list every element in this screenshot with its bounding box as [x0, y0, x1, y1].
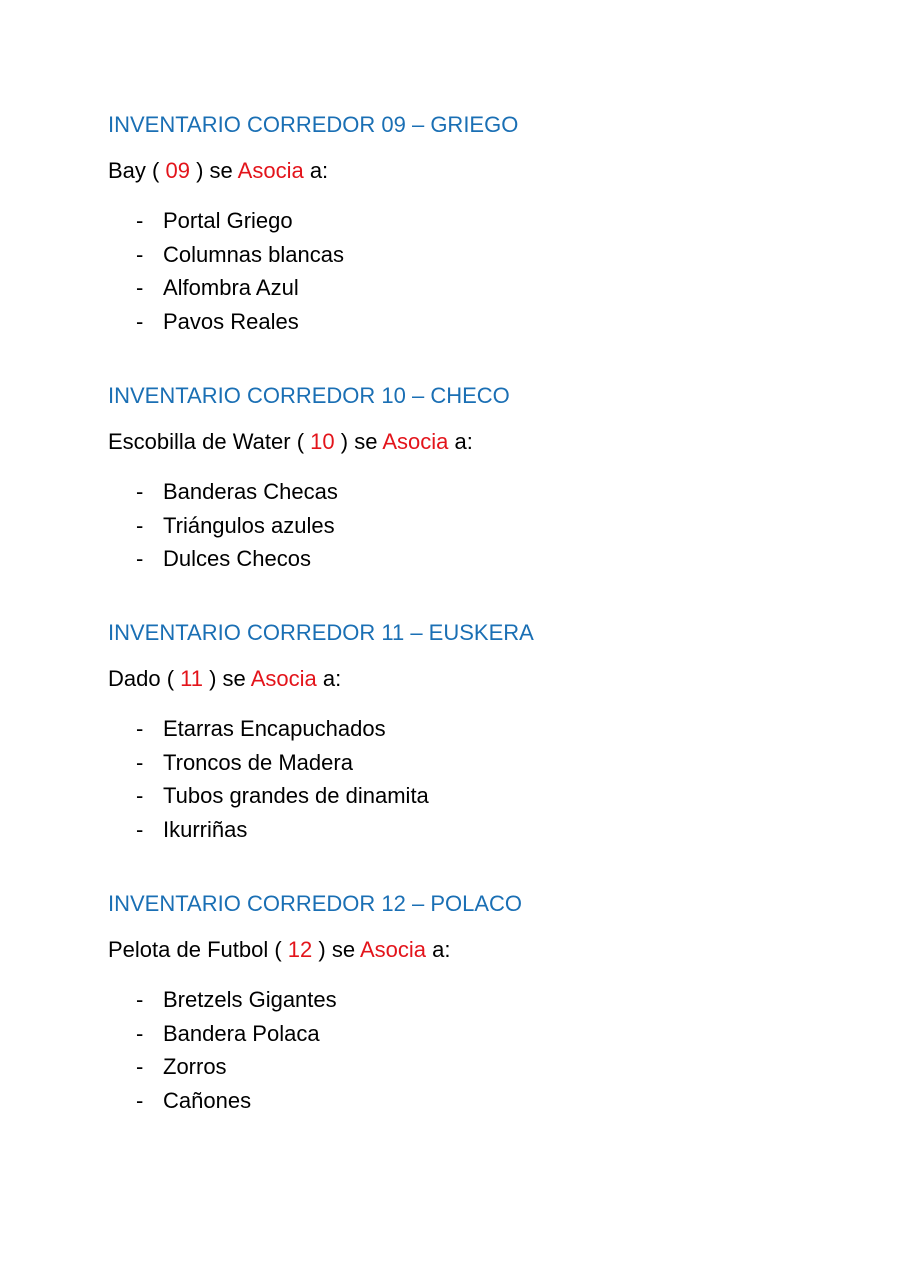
section-heading: INVENTARIO CORREDOR 12 – POLACO: [108, 891, 523, 916]
dash-bullet: -: [136, 749, 144, 775]
dash-bullet: -: [136, 479, 144, 504]
dash-bullet: -: [136, 783, 144, 808]
dash-bullet: -: [136, 208, 144, 233]
list-item-label: Tubos grandes de dinamita: [163, 783, 429, 808]
dash-bullet: -: [136, 1020, 144, 1046]
dash-bullet: -: [136, 308, 144, 334]
list-item: [108, 813, 808, 847]
associate-verb: Asocia: [250, 666, 317, 691]
corridor-number: 12: [287, 937, 313, 962]
associate-verb: Asocia: [382, 429, 449, 454]
association-line: Pelota de Futbol ( 12 ) se Asocia a:: [108, 937, 451, 962]
object-name: Dado: [108, 666, 161, 691]
section-heading: INVENTARIO CORREDOR 11 – EUSKERA: [108, 620, 534, 645]
item-list: [108, 712, 808, 846]
dash-bullet: -: [136, 716, 144, 741]
associate-verb: Asocia: [237, 158, 304, 183]
list-item: [108, 475, 808, 509]
association-line: Bay ( 09 ) se Asocia a:: [108, 158, 329, 183]
item-list: [108, 204, 808, 338]
dash-bullet: -: [136, 512, 144, 538]
association-line: Escobilla de Water ( 10 ) se Asocia a:: [108, 429, 473, 454]
list-item: [108, 271, 808, 305]
section-corredor-11: [108, 620, 808, 846]
list-item-label: Columnas blancas: [163, 241, 344, 267]
dash-bullet: -: [136, 987, 144, 1012]
list-item-label: Pavos Reales: [163, 308, 299, 334]
item-list: [108, 983, 808, 1117]
object-name: Pelota de Futbol: [108, 937, 269, 962]
corridor-number: 09: [165, 158, 190, 183]
list-item: [108, 1050, 808, 1084]
list-item-label: Portal Griego: [163, 208, 293, 233]
dash-bullet: -: [136, 275, 144, 300]
corridor-number: 11: [180, 666, 203, 691]
corridor-number: 10: [310, 429, 335, 454]
list-item-label: Bretzels Gigantes: [163, 987, 337, 1012]
item-list: [108, 475, 808, 576]
section-corredor-09: [108, 112, 808, 338]
list-item: [108, 1017, 808, 1051]
associate-verb: Asocia: [359, 937, 427, 962]
list-item-label: Bandera Polaca: [163, 1020, 320, 1046]
section-corredor-12: [108, 891, 808, 1117]
dash-bullet: -: [136, 546, 144, 571]
list-item-label: Etarras Encapuchados: [163, 716, 386, 741]
list-item: [108, 204, 808, 238]
object-name: Bay: [108, 158, 146, 183]
list-item: [108, 305, 808, 339]
list-item: [108, 983, 808, 1017]
list-item-label: Triángulos azules: [163, 512, 335, 538]
association-line: Dado ( 11 ) se Asocia a:: [108, 666, 342, 691]
list-item: [108, 746, 808, 780]
list-item: [108, 779, 808, 813]
dash-bullet: -: [136, 816, 144, 842]
dash-bullet: -: [136, 241, 144, 267]
list-item-label: Banderas Checas: [163, 479, 338, 504]
list-item-label: Troncos de Madera: [163, 749, 353, 775]
section-heading: INVENTARIO CORREDOR 10 – CHECO: [108, 383, 510, 408]
list-item-label: Cañones: [163, 1087, 252, 1113]
list-item: [108, 238, 808, 272]
list-item: [108, 1084, 808, 1118]
list-item: [108, 712, 808, 746]
dash-bullet: -: [136, 1087, 144, 1113]
section-corredor-10: [108, 383, 808, 576]
object-name: Escobilla de Water: [108, 429, 291, 454]
list-item: [108, 509, 808, 543]
section-heading: INVENTARIO CORREDOR 09 – GRIEGO: [108, 112, 519, 137]
dash-bullet: -: [136, 1054, 144, 1079]
list-item-label: Zorros: [163, 1054, 227, 1079]
list-item-label: Alfombra Azul: [163, 275, 299, 300]
list-item-label: Ikurriñas: [163, 816, 248, 842]
list-item-label: Dulces Checos: [163, 546, 311, 571]
list-item: [108, 542, 808, 576]
